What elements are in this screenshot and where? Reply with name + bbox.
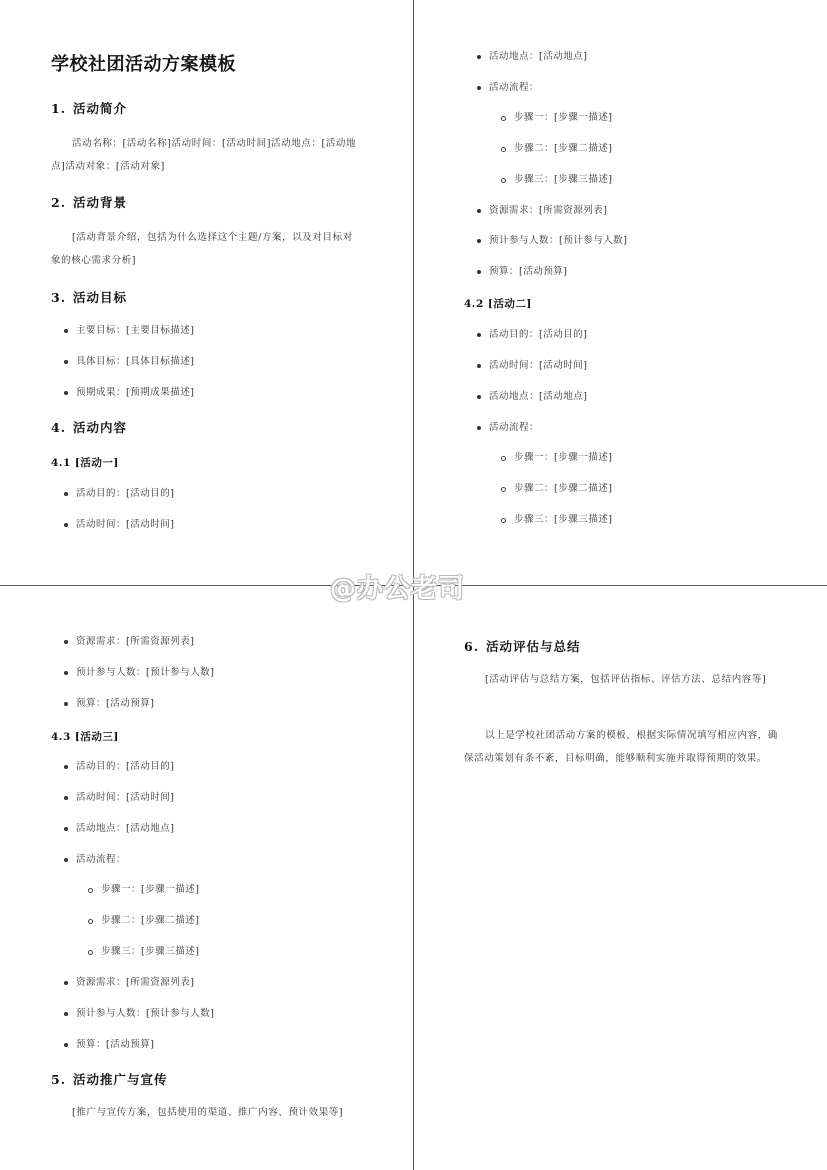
list-item: 预算：[活动预算] — [76, 1038, 154, 1052]
section-title: 活动评估与总结 — [486, 639, 581, 654]
list-item: 活动流程： — [76, 853, 126, 867]
list-item: 活动目的：[活动目的] — [76, 760, 174, 774]
bullet-icon — [477, 270, 481, 274]
circle-bullet-icon — [501, 518, 506, 523]
section-number: 5. — [51, 1072, 67, 1087]
circle-bullet-icon — [88, 950, 93, 955]
bullet-icon — [64, 329, 68, 333]
circle-bullet-icon — [501, 456, 506, 461]
list-item: 活动地点：[活动地点] — [489, 390, 587, 404]
list-item: 预计参与人数：[预计参与人数] — [76, 1007, 214, 1021]
list-item: 预期成果：[预期成果描述] — [76, 386, 194, 400]
circle-bullet-icon — [501, 147, 506, 152]
section-title: 活动简介 — [73, 101, 128, 116]
section-number: 3. — [51, 290, 67, 305]
sub-list-item: 步骤一：[步骤一描述] — [514, 111, 612, 125]
section-number: 2. — [51, 195, 67, 210]
circle-bullet-icon — [501, 178, 506, 183]
list-item: 预算：[活动预算] — [489, 265, 567, 279]
bullet-icon — [64, 640, 68, 644]
circle-bullet-icon — [88, 888, 93, 893]
bullet-icon — [477, 86, 481, 90]
list-item: 主要目标：[主要目标描述] — [76, 324, 194, 338]
circle-bullet-icon — [88, 919, 93, 924]
list-item: 具体目标：[具体目标描述] — [76, 355, 194, 369]
list-item: 活动时间：[活动时间] — [76, 518, 174, 532]
bullet-icon — [64, 796, 68, 800]
section-title: 活动背景 — [73, 195, 128, 210]
bullet-icon — [64, 827, 68, 831]
section-1-heading — [51, 99, 127, 117]
circle-bullet-icon — [501, 116, 506, 121]
section-3-heading — [51, 288, 127, 306]
section-1-text: 活动名称：[活动名称]活动时间：[活动时间]活动地点：[活动地点]活动对象：[活动对象] — [51, 138, 357, 172]
bullet-icon — [477, 426, 481, 430]
watermark: @办公老司 — [330, 574, 466, 604]
section-5-heading — [51, 1070, 168, 1088]
list-item: 资源需求：[所需资源列表] — [76, 635, 194, 649]
list-item: 活动目的：[活动目的] — [76, 487, 174, 501]
list-item: 预计参与人数：[预计参与人数] — [489, 234, 627, 248]
bullet-icon — [64, 492, 68, 496]
sub-list-item: 步骤一：[步骤一描述] — [514, 451, 612, 465]
bullet-icon — [64, 981, 68, 985]
list-item: 预计参与人数：[预计参与人数] — [76, 666, 214, 680]
bullet-icon — [477, 209, 481, 213]
section-number: 1. — [51, 101, 67, 116]
section-5-text: [推广与宣传方案，包括使用的渠道、推广内容、预计效果等] — [72, 1107, 344, 1118]
bullet-icon — [477, 333, 481, 337]
section-title: 活动内容 — [73, 420, 128, 435]
bullet-icon — [64, 391, 68, 395]
closing-text: 以上是学校社团活动方案的模板，根据实际情况填写相应内容，确保活动策划有条不紊，目标明确，能够顺利实施并取得预期的效果。 — [464, 730, 778, 764]
page-4 — [414, 586, 827, 1170]
section-number: 6. — [464, 639, 480, 654]
page-1 — [0, 0, 413, 585]
activity-3-heading: 4.3 [活动三] — [51, 731, 119, 743]
section-2-text: [活动背景介绍，包括为什么选择这个主题/方案，以及对目标对象的核心需求分析] — [51, 232, 353, 266]
document-title: 学校社团活动方案模板 — [51, 54, 236, 75]
list-item: 资源需求：[所需资源列表] — [76, 976, 194, 990]
sub-list-item: 步骤三：[步骤三描述] — [101, 945, 199, 959]
section-6-heading — [464, 637, 581, 655]
sub-list-item: 步骤二：[步骤二描述] — [514, 142, 612, 156]
list-item: 活动时间：[活动时间] — [76, 791, 174, 805]
bullet-icon — [64, 360, 68, 364]
list-item: 资源需求：[所需资源列表] — [489, 204, 607, 218]
bullet-icon — [477, 364, 481, 368]
activity-2-heading: 4.2 [活动二] — [464, 298, 532, 310]
list-item: 活动时间：[活动时间] — [489, 359, 587, 373]
sub-list-item: 步骤一：[步骤一描述] — [101, 883, 199, 897]
sub-list-item: 步骤二：[步骤二描述] — [101, 914, 199, 928]
bullet-icon — [477, 395, 481, 399]
list-item: 活动流程： — [489, 81, 539, 95]
section-4-heading — [51, 418, 127, 436]
bullet-icon — [477, 55, 481, 59]
section-2-heading — [51, 193, 127, 211]
list-item: 预算：[活动预算] — [76, 697, 154, 711]
circle-bullet-icon — [501, 487, 506, 492]
bullet-icon — [64, 1043, 68, 1047]
section-number: 4. — [51, 420, 67, 435]
sub-list-item: 步骤三：[步骤三描述] — [514, 513, 612, 527]
section-6-text: [活动评估与总结方案，包括评估指标、评估方法、总结内容等] — [485, 674, 767, 685]
activity-1-heading: 4.1 [活动一] — [51, 457, 119, 469]
section-title: 活动目标 — [73, 290, 128, 305]
list-item: 活动流程： — [489, 421, 539, 435]
page-3 — [0, 586, 413, 1170]
list-item: 活动地点：[活动地点] — [489, 50, 587, 64]
section-title: 活动推广与宣传 — [73, 1072, 168, 1087]
bullet-icon — [64, 523, 68, 527]
page-2 — [414, 0, 827, 585]
sub-list-item: 步骤三：[步骤三描述] — [514, 173, 612, 187]
list-item: 活动地点：[活动地点] — [76, 822, 174, 836]
bullet-icon — [64, 858, 68, 862]
bullet-icon — [64, 1012, 68, 1016]
list-item: 活动目的：[活动目的] — [489, 328, 587, 342]
bullet-icon — [64, 765, 68, 769]
bullet-icon — [64, 671, 68, 675]
bullet-icon — [64, 702, 68, 706]
bullet-icon — [477, 239, 481, 243]
sub-list-item: 步骤二：[步骤二描述] — [514, 482, 612, 496]
